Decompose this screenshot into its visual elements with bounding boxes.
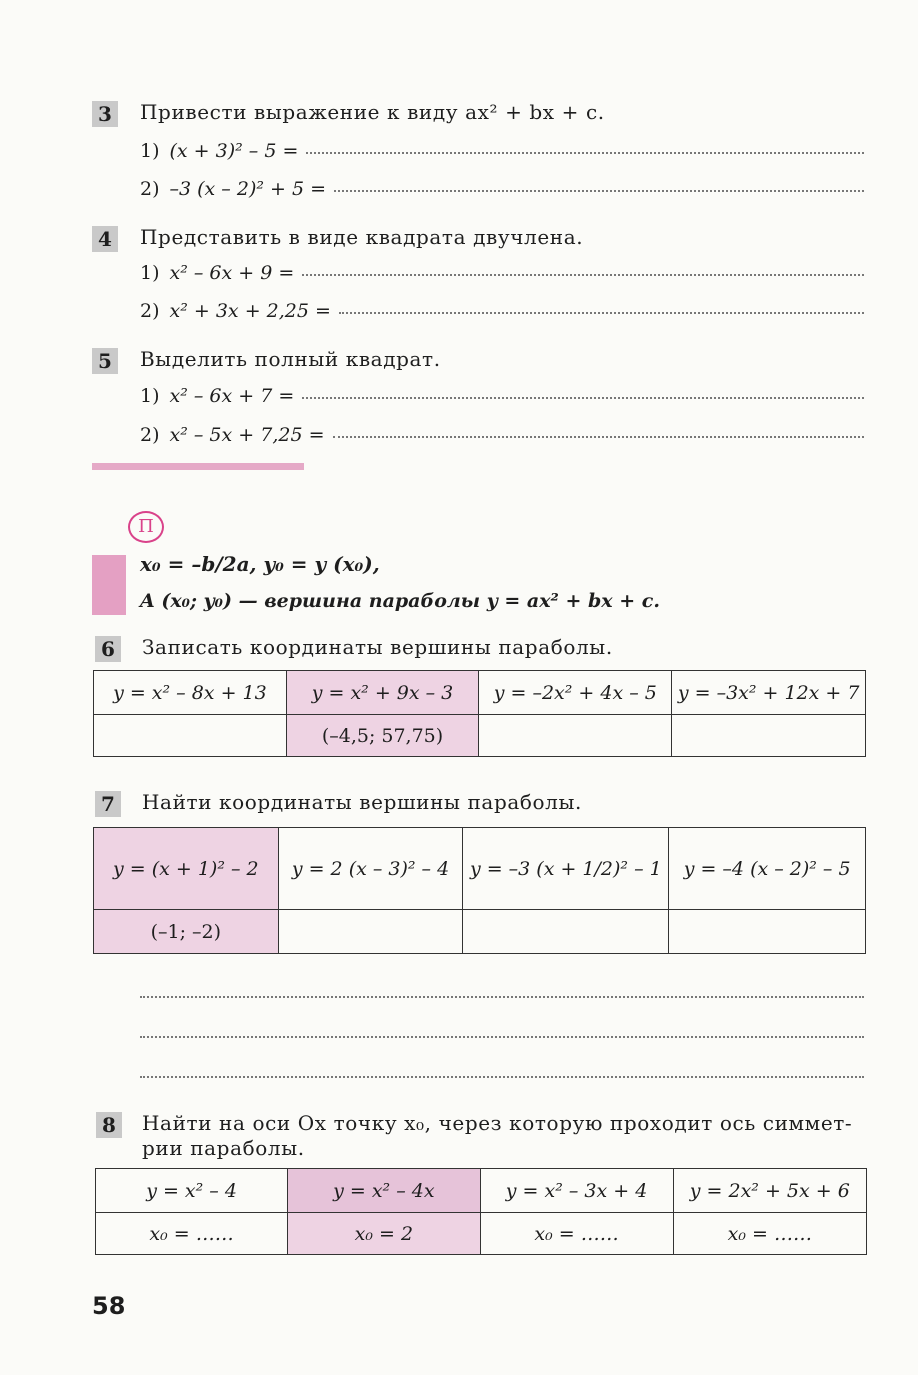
page-number: 58	[92, 1292, 126, 1320]
table-header-cell: y = x² – 8x + 13	[94, 671, 287, 715]
item-expression: (x + 3)² – 5 =	[169, 140, 299, 162]
task-3-item-2	[140, 178, 864, 200]
answer-cell[interactable]	[278, 910, 463, 954]
task-6-table	[93, 670, 866, 757]
answer-cell: (–1; –2)	[94, 910, 279, 954]
task-5-item-1	[140, 385, 864, 407]
table-header-cell: y = –3 (x + 1/2)² – 1	[463, 828, 669, 910]
task-number-5: 5	[92, 348, 118, 374]
item-label: 1)	[140, 385, 160, 407]
answer-cell[interactable]: x₀ = ……	[96, 1213, 288, 1255]
table-header-cell: y = x² – 3x + 4	[480, 1169, 673, 1213]
answer-cell[interactable]	[479, 715, 672, 757]
rule-marker-icon: П	[128, 511, 164, 543]
table-header-cell: y = –3x² + 12x + 7	[672, 671, 866, 715]
item-expression: x² + 3x + 2,25 =	[169, 300, 331, 322]
task-5-item-2	[140, 424, 864, 446]
answer-cell[interactable]	[94, 715, 287, 757]
item-label: 1)	[140, 140, 160, 162]
table-header-cell: y = 2 (x – 3)² – 4	[278, 828, 463, 910]
work-dotted-line[interactable]	[140, 1076, 864, 1078]
task-number-4: 4	[92, 226, 118, 252]
task-3-item-1	[140, 140, 864, 162]
item-expression: x² – 5x + 7,25 =	[169, 424, 325, 446]
rule-line-2: A (x₀; y₀) — вершина параболы y = ax² + bx + c.	[140, 590, 660, 612]
work-dotted-line[interactable]	[140, 996, 864, 998]
table-header-cell: y = x² – 4x	[288, 1169, 480, 1213]
table-header-cell: y = (x + 1)² – 2	[94, 828, 279, 910]
task-8-table	[95, 1168, 867, 1255]
answer-dotted-line[interactable]	[333, 436, 865, 438]
task-number-8: 8	[96, 1112, 122, 1138]
answer-cell: (–4,5; 57,75)	[286, 715, 478, 757]
item-label: 1)	[140, 262, 160, 284]
table-header-cell: y = x² – 4	[96, 1169, 288, 1213]
item-label: 2)	[140, 178, 160, 200]
rule-pink-bar	[92, 555, 126, 615]
task-3-title: Привести выражение к виду ax² + bx + c.	[140, 100, 605, 124]
answer-dotted-line[interactable]	[339, 312, 864, 314]
table-header-cell: y = –2x² + 4x – 5	[479, 671, 672, 715]
answer-dotted-line[interactable]	[306, 152, 864, 154]
item-label: 2)	[140, 300, 160, 322]
table-header-cell: y = –4 (x – 2)² – 5	[669, 828, 866, 910]
task-5-title: Выделить полный квадрат.	[140, 347, 441, 371]
task-8-title-line-1: Найти на оси Ox точку x₀, через которую проходит ось симмет-	[142, 1111, 853, 1135]
task-7-title: Найти координаты вершины параболы.	[142, 790, 582, 814]
item-expression: x² – 6x + 7 =	[169, 385, 295, 407]
task-4-item-2	[140, 300, 864, 322]
answer-dotted-line[interactable]	[334, 190, 864, 192]
item-label: 2)	[140, 424, 160, 446]
answer-cell[interactable]	[672, 715, 866, 757]
answer-dotted-line[interactable]	[302, 274, 864, 276]
task-4-title: Представить в виде квадрата двучлена.	[140, 225, 584, 249]
answer-cell[interactable]	[463, 910, 669, 954]
task-number-7: 7	[95, 791, 121, 817]
answer-cell[interactable]: x₀ = ……	[673, 1213, 866, 1255]
task-8-title-line-2: рии параболы.	[142, 1136, 305, 1160]
task-6-title: Записать координаты вершины параболы.	[142, 635, 613, 659]
rule-line-1: x₀ = –b/2a, y₀ = y (x₀),	[140, 552, 380, 576]
answer-dotted-line[interactable]	[302, 397, 864, 399]
answer-cell[interactable]: x₀ = ……	[480, 1213, 673, 1255]
task-number-3: 3	[92, 101, 118, 127]
answer-cell: x₀ = 2	[288, 1213, 480, 1255]
table-header-cell: y = x² + 9x – 3	[286, 671, 478, 715]
section-divider	[92, 463, 304, 470]
task-number-6: 6	[95, 636, 121, 662]
item-expression: –3 (x – 2)² + 5 =	[169, 178, 327, 200]
task-7-table	[93, 827, 866, 954]
task-4-item-1	[140, 262, 864, 284]
answer-cell[interactable]	[669, 910, 866, 954]
work-dotted-line[interactable]	[140, 1036, 864, 1038]
item-expression: x² – 6x + 9 =	[169, 262, 295, 284]
table-header-cell: y = 2x² + 5x + 6	[673, 1169, 866, 1213]
